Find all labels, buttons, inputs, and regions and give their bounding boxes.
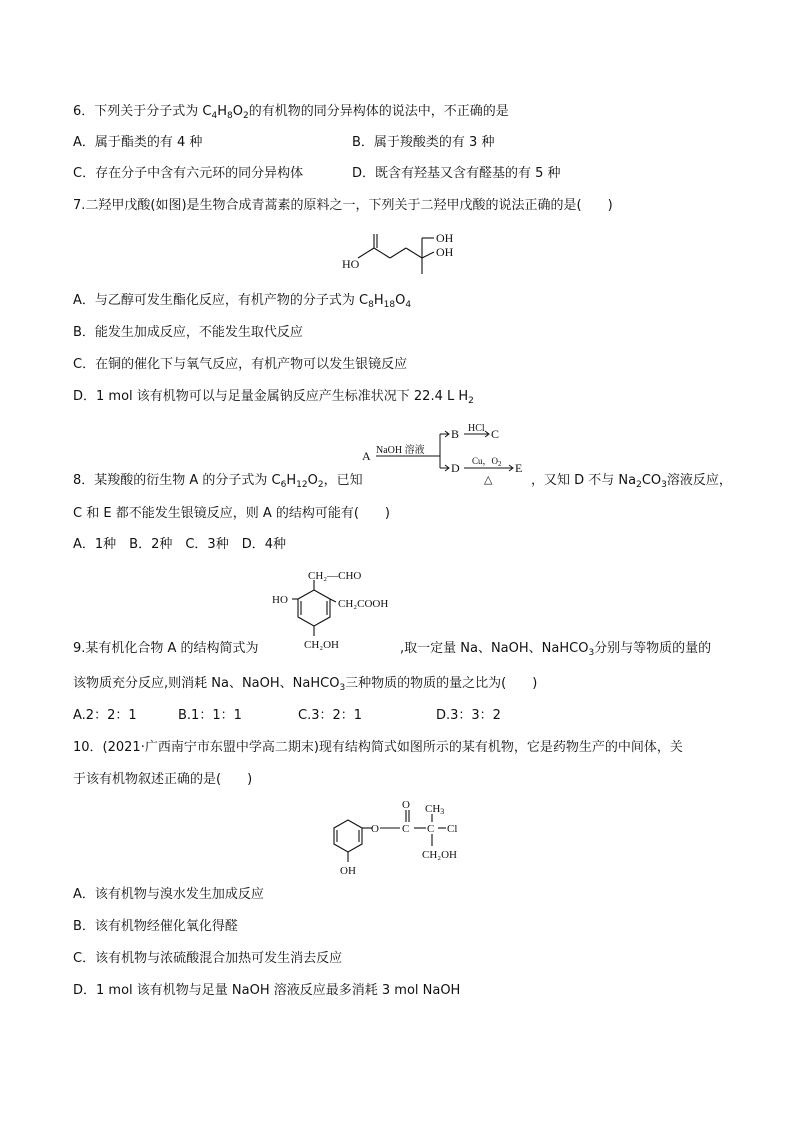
q10-quaternary-c-label: C: [427, 823, 435, 835]
q6-option-b: B．属于羧酸类的有 3 种: [352, 135, 495, 150]
q6-option-c: C．存在分子中含有六元环的同分异构体: [73, 166, 304, 181]
q8-stem-line1-right: [531, 472, 732, 490]
q10-stem-line1: 10．(2021·广西南宁市东盟中学高二期末)现有结构简式如图所示的某有机物，它是药物生产的中间体，关: [73, 740, 683, 755]
q8-reaction-scheme: [360, 422, 535, 490]
q10-ester-o-label: O: [371, 823, 379, 835]
q10-carbonyl-o-label: O: [402, 799, 410, 811]
q9-ch2cho-label: CH₂—CHO: [308, 570, 362, 582]
q7-oh-label-2: OH: [436, 245, 454, 259]
q7-option-d: [73, 388, 474, 406]
q10-structure-diagram: [322, 792, 472, 880]
q9-ho-label: HO: [272, 594, 288, 606]
q7-structure-diagram: [336, 224, 466, 282]
q10-ch3-label: CH3: [425, 803, 445, 816]
q9-stem-line1-left: 9.某有机化合物 A 的结构简式为: [73, 641, 259, 656]
q9-option-a: A.2：2：1: [73, 708, 137, 723]
q7-option-c: C．在铜的催化下与氧气反应，有机产物可以发生银镜反应: [73, 357, 408, 372]
scheme-cu-o2: Cu，$O_2$: [472, 456, 502, 468]
q7-a-text: H: [373, 293, 384, 308]
q7-sub: 4: [405, 300, 412, 310]
q9-stem-text: 三种物质的物质的量之比为( ): [345, 676, 538, 691]
q8-sub: 12: [296, 480, 308, 490]
q9-ch2cooh-label: CH₂COOH: [338, 598, 389, 610]
q7-ho-label: HO: [342, 257, 360, 271]
q6-stem-text: H: [217, 104, 227, 119]
q7-option-a: [73, 292, 411, 310]
q10-option-b: B．该有机物经催化氧化得醛: [73, 919, 238, 934]
q8-stem-line1-left: [73, 472, 363, 490]
q6-sub: 4: [211, 111, 218, 121]
scheme-c: C: [491, 427, 500, 441]
q8-stem-text: ，已知: [323, 473, 363, 488]
q7-oh-label-1: OH: [436, 231, 454, 245]
q8-stem-text: H: [286, 473, 297, 488]
q9-stem-text: 该物质充分反应,则消耗 Na、NaOH、NaHCO: [73, 676, 340, 691]
q10-oh-label: OH: [340, 865, 356, 877]
q8-options: A．1种 B．2种 C．3种 D．4种: [73, 537, 286, 552]
q8-stem-line2: C 和 E 都不能发生银镜反应，则 A 的结构可能有( ): [73, 506, 390, 521]
q9-stem-line1-right: [400, 640, 711, 658]
q8-stem-text: O: [307, 473, 318, 488]
scheme-reagent-naoh: NaOH 溶液: [376, 445, 425, 456]
q9-option-d: D.3：3：2: [436, 708, 501, 723]
q6-stem: [73, 103, 509, 121]
q7-option-b: B．能发生加成反应，不能发生取代反应: [73, 325, 303, 340]
q6-stem-text: 的有机物的同分异构体的说法中，不正确的是: [248, 104, 509, 119]
q8-stem-text: 溶液反应，: [666, 473, 732, 488]
q10-option-c: C．该有机物与浓硫酸混合加热可发生消去反应: [73, 951, 343, 966]
q10-option-a: A．该有机物与溴水发生加成反应: [73, 887, 264, 902]
scheme-a: A: [362, 449, 371, 463]
q7-stem: 7.二羟甲戊酸(如图)是生物合成青蒿素的原料之一，下列关于二羟甲戊酸的说法正确的是( ): [73, 198, 613, 213]
q10-stem-line2: 于该有机物叙述正确的是( ): [73, 772, 253, 787]
q6-sub: 8: [227, 111, 233, 121]
scheme-hcl: HCl: [468, 423, 485, 434]
q9-stem-text: ,取一定量 Na、NaOH、NaHCO: [400, 641, 589, 656]
q8-stem-text: 8．某羧酸的衍生物 A 的分子式为 C: [73, 473, 281, 488]
q6-sub: 2: [242, 111, 249, 121]
q7-d-text: D．1 mol 该有机物可以与足量金属钠反应产生标准状况下 22.4 L H: [73, 389, 469, 404]
q6-stem-text: 6．下列关于分子式为 C: [73, 104, 212, 119]
q8-stem-text: CO: [641, 473, 662, 488]
q8-sub: 3: [661, 480, 667, 490]
q7-sub: 18: [383, 300, 396, 310]
q10-option-d: D．1 mol 该有机物与足量 NaOH 溶液反应最多消耗 3 mol NaOH: [73, 983, 461, 998]
q6-option-d: D．既含有羟基又含有醛基的有 5 种: [352, 166, 561, 181]
scheme-d: D: [451, 461, 460, 475]
q7-a-text: A．与乙醇可发生酯化反应，有机产物的分子式为 C: [73, 293, 369, 308]
q9-structure-diagram: [268, 566, 408, 652]
q7-sub: 2: [468, 396, 474, 406]
q7-a-text: O: [395, 293, 406, 308]
q9-option-c: C.3：2：1: [298, 708, 363, 723]
q8-stem-text: ，又知 D 不与 Na: [531, 473, 637, 488]
q9-option-b: B.1：1：1: [178, 708, 242, 723]
scheme-b: B: [451, 427, 460, 441]
q10-cl-label: Cl: [447, 823, 458, 835]
q9-stem-line2: [73, 675, 537, 693]
q10-ch2oh-label: CH₂OH: [422, 849, 458, 861]
q10-carbonyl-c-label: C: [402, 823, 410, 835]
q8-sub: 6: [280, 480, 287, 490]
q8-sub: 2: [636, 480, 642, 490]
q7-sub: 8: [368, 300, 374, 310]
q6-option-a: A．属于酯类的有 4 种: [73, 135, 203, 150]
scheme-e: E: [515, 461, 523, 475]
q6-stem-text: O: [232, 104, 243, 119]
q9-stem-text: 分别与等物质的量的: [594, 641, 712, 656]
q9-sub: 3: [339, 683, 346, 693]
q9-sub: 3: [588, 648, 595, 658]
q8-sub: 2: [317, 480, 324, 490]
q9-ch2oh-label: CH₂OH: [304, 639, 340, 651]
scheme-heat-symbol: △: [484, 474, 493, 486]
